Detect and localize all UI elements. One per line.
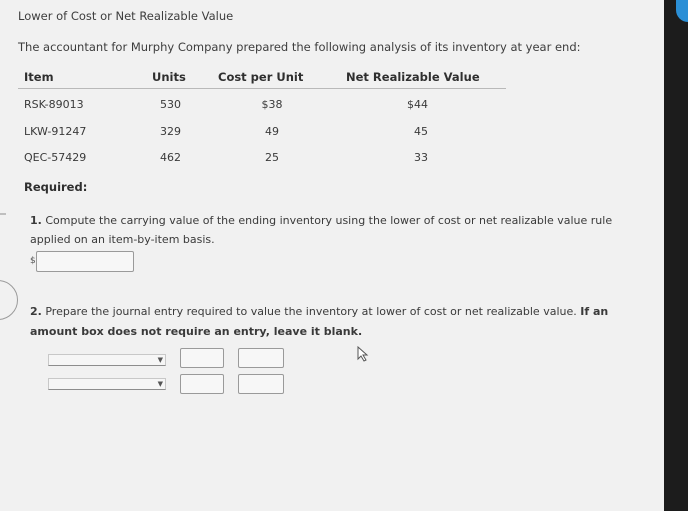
cell-cost: 25 [265,151,279,164]
question-1-text: Compute the carrying value of the ending inventory using the lower of cost or net realizable value rule applied on an item-by-item basis. [30,214,613,246]
cell-units: 530 [160,98,181,111]
problem-intro: The accountant for Murphy Company prepared the following analysis of its inventory at year end: [18,40,581,54]
journal-account-select-1[interactable] [48,354,166,366]
required-heading: Required: [24,180,88,194]
cell-cost: 49 [265,125,279,138]
question-2-text: Prepare the journal entry required to value the inventory at lower of cost or net realizable value. [45,305,577,318]
cell-nrv: $44 [407,98,428,111]
currency-symbol: $ [30,256,36,266]
debit-input-2[interactable] [180,374,224,394]
question-2-instruction: If an amount box does not require an entry, leave it blank. [30,305,609,338]
header-item: Item [24,70,54,84]
mouse-cursor-icon [357,346,369,362]
debit-input-1[interactable] [180,348,224,368]
question-2-number: 2. [30,305,42,318]
cell-units: 462 [160,151,181,164]
dropdown-chevron-icon: ▼ [157,356,163,364]
cell-nrv: 45 [414,125,428,138]
cell-item: QEC-57429 [24,151,87,164]
question-1-number: 1. [30,214,42,227]
dropdown-chevron-icon: ▼ [157,380,163,388]
cell-units: 329 [160,125,181,138]
cell-nrv: 33 [414,151,428,164]
credit-input-1[interactable] [238,348,284,368]
cell-item: RSK-89013 [24,98,84,111]
page-title: Lower of Cost or Net Realizable Value [18,9,234,23]
table-header-divider [18,88,506,89]
question-1 [30,211,630,249]
screen-right-edge [664,0,688,511]
carrying-value-input[interactable] [36,251,134,272]
cell-item: LKW-91247 [24,125,87,138]
header-units: Units [152,70,186,84]
credit-input-2[interactable] [238,374,284,394]
cell-cost: $38 [261,98,283,111]
journal-account-select-2[interactable] [48,378,166,390]
left-edge-marker [0,213,6,215]
header-nrv: Net Realizable Value [346,70,480,84]
left-edge-circle [0,280,18,320]
question-2 [30,302,650,342]
header-cost-per-unit: Cost per Unit [218,70,304,84]
